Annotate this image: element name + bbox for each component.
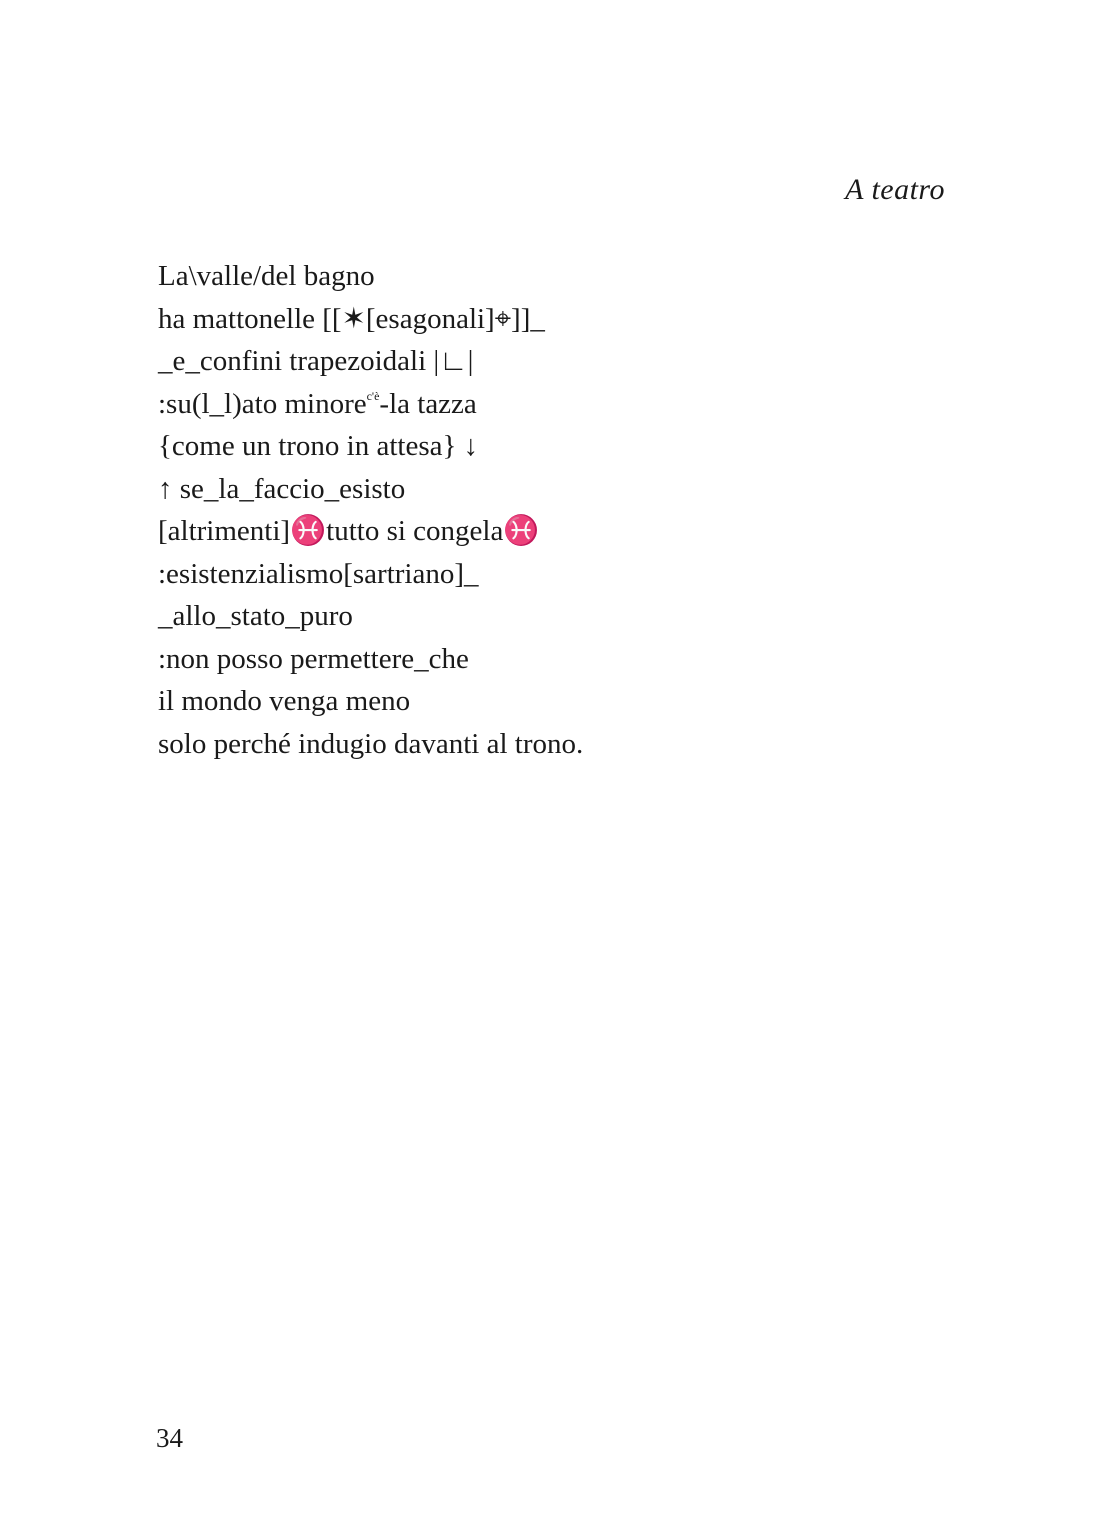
poem-line: _e_confini trapezoidali |∟|	[158, 345, 474, 377]
poem-line: il mondo venga meno	[158, 685, 411, 717]
page-number: 34	[156, 1423, 183, 1453]
poem-line: :non posso permettere_che	[158, 642, 469, 675]
poem-line	[158, 383, 978, 426]
poem-line: ↑ se_la_faccio_esisto	[158, 472, 406, 505]
poem-line-text: -la tazza	[379, 387, 477, 420]
page-title: A teatro	[845, 173, 945, 206]
poem-line-text: :su(l_l)ato minore	[158, 387, 367, 420]
poem-line: _allo_stato_puro	[158, 600, 353, 632]
poem-line: La\valle/del bagno	[158, 260, 375, 292]
poem-superscript: c'è	[366, 388, 380, 403]
poem-body	[158, 255, 978, 765]
poem-line: solo perché indugio davanti al trono.	[158, 727, 584, 760]
poem-line: [altrimenti]♓tutto si congela♓	[158, 515, 540, 547]
poem-line: ha mattonelle [[✶[esagonali]⌖]]_	[158, 302, 545, 335]
poem-line: {come un trono in attesa} ↓	[158, 430, 479, 462]
poem-line: :esistenzialismo[sartriano]_	[158, 557, 479, 590]
